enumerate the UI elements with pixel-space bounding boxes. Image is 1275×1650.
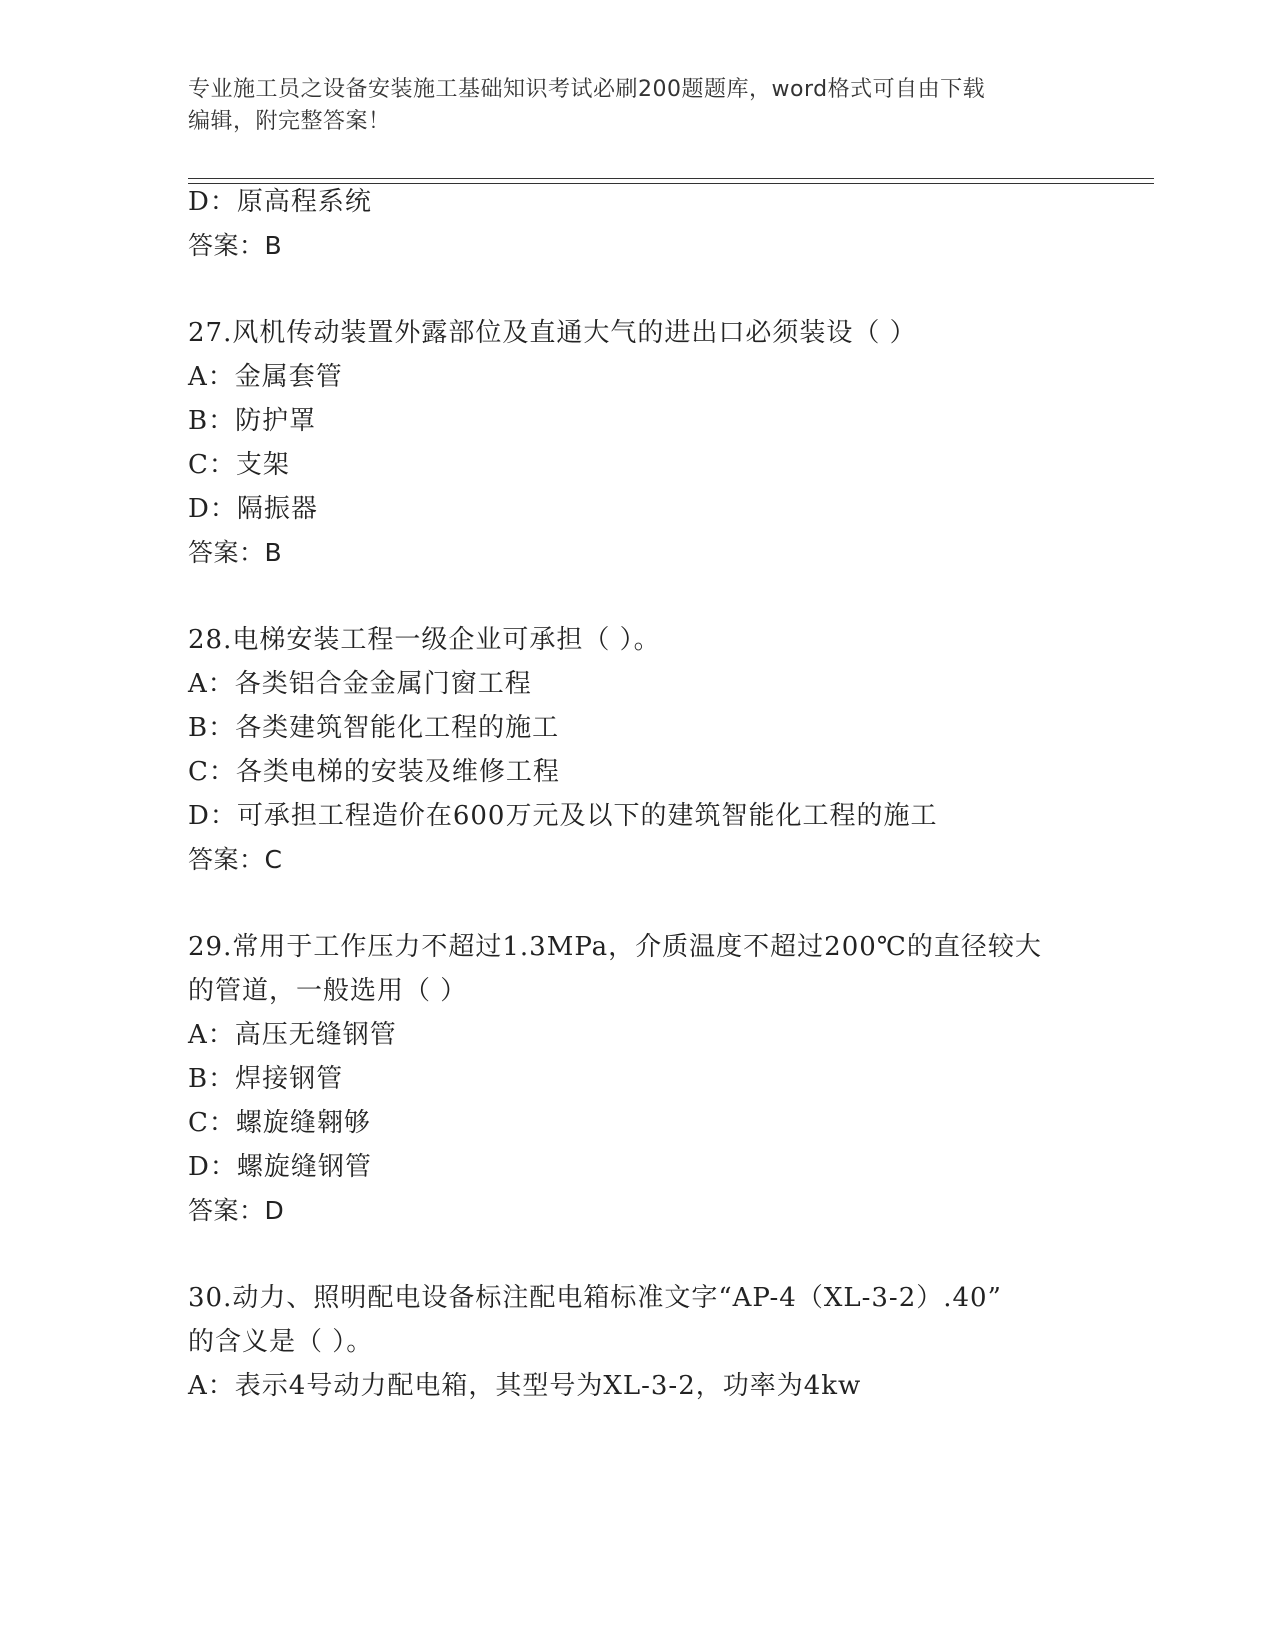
document-header: [188, 74, 1068, 138]
question-29-stem-line-1: 29.常用于工作压力不超过1.3MPa，介质温度不超过200℃的直径较大: [188, 932, 1042, 962]
question-27-stem: 27.风机传动装置外露部位及直通大气的进出口必须装设（ ）: [188, 318, 917, 348]
header-divider-bottom: [188, 183, 1154, 184]
question-30-stem-line-1: 30.动力、照明配电设备标注配电箱标准文字“AP-4（XL-3-2）.40”: [188, 1283, 1002, 1313]
question-29-option-d: D：螺旋缝钢管: [188, 1152, 372, 1182]
question-27-option-a: A：金属套管: [188, 362, 343, 392]
question-29-option-a: A：高压无缝钢管: [188, 1020, 397, 1050]
question-27-answer: 答案：B: [188, 538, 283, 567]
prev-question-option-d: D：原高程系统: [188, 187, 372, 217]
question-28-answer: 答案：C: [188, 845, 283, 874]
header-title-line-1: 专业施工员之设备安装施工基础知识考试必刷200题题库，word格式可自由下载: [188, 77, 986, 102]
question-27-option-d: D：隔振器: [188, 494, 318, 524]
question-30-stem-line-2: 的含义是（ ）。: [188, 1327, 374, 1357]
question-30-option-a: A：表示4号动力配电箱，其型号为XL-3-2，功率为4kw: [188, 1371, 862, 1401]
question-28-option-b: B：各类建筑智能化工程的施工: [188, 713, 560, 743]
question-29-stem-line-2: 的管道，一般选用（ ）: [188, 976, 468, 1006]
prev-question-answer: 答案：B: [188, 231, 283, 260]
question-28-stem: 28.电梯安装工程一级企业可承担（ ）。: [188, 625, 661, 655]
header-title-line-2: 编辑，附完整答案！: [188, 109, 391, 134]
question-27-option-c: C：支架: [188, 450, 290, 480]
question-29-option-b: B：焊接钢管: [188, 1064, 344, 1094]
question-27-option-b: B：防护罩: [188, 406, 317, 436]
question-28-option-d: D：可承担工程造价在600万元及以下的建筑智能化工程的施工: [188, 801, 938, 831]
question-28-option-a: A：各类铝合金金属门窗工程: [188, 669, 532, 699]
question-29-option-c: C：螺旋缝翱够: [188, 1108, 371, 1138]
question-28-option-c: C：各类电梯的安装及维修工程: [188, 757, 560, 787]
header-divider-top: [188, 178, 1154, 179]
question-29-answer: 答案：D: [188, 1196, 285, 1225]
